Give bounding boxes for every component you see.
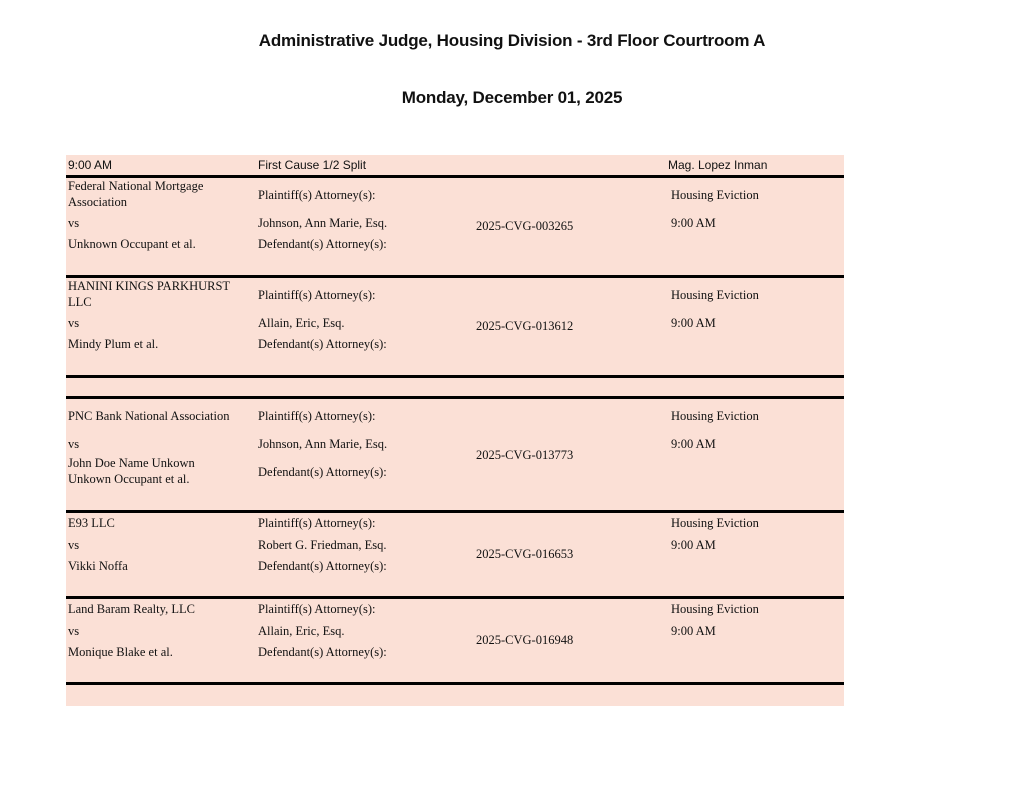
defendant-attorney-label: Defendant(s) Attorney(s):	[258, 237, 387, 251]
case-time: 9:00 AM	[671, 216, 716, 230]
vs-label: vs	[68, 624, 80, 638]
plaintiff-attorney: Robert G. Friedman, Esq.	[258, 538, 387, 552]
vs-label: vs	[68, 216, 80, 230]
case-time: 9:00 AM	[671, 316, 716, 330]
defendant-name: Mindy Plum et al.	[68, 337, 159, 351]
case-time: 9:00 AM	[671, 437, 716, 451]
plaintiff-attorney-label: Plaintiff(s) Attorney(s):	[258, 288, 376, 302]
case-number: 2025-CVG-013773	[476, 448, 574, 462]
defendant-name: Unknown Occupant et al.	[68, 237, 196, 251]
case-number: 2025-CVG-013612	[476, 319, 574, 333]
divider	[66, 375, 844, 378]
docket-magistrate: Mag. Lopez Inman	[668, 158, 768, 172]
plaintiff-name: Federal National Mortgage Association	[68, 179, 204, 209]
docket-header	[66, 155, 844, 175]
plaintiff-name: HANINI KINGS PARKHURST LLC	[68, 279, 230, 309]
defendant-attorney-label: Defendant(s) Attorney(s):	[258, 337, 387, 351]
vs-label: vs	[68, 316, 80, 330]
case-type: Housing Eviction	[671, 288, 759, 302]
case-entry	[66, 399, 844, 510]
case-number: 2025-CVG-016948	[476, 633, 574, 647]
plaintiff-name: Land Baram Realty, LLC	[68, 602, 195, 616]
docket-table	[66, 155, 844, 706]
defendant-name: Monique Blake et al.	[68, 645, 173, 659]
page-title: Administrative Judge, Housing Division - 3rd Floor Courtroom A	[258, 31, 766, 50]
plaintiff-attorney-label: Plaintiff(s) Attorney(s):	[258, 602, 376, 616]
plaintiff-attorney: Allain, Eric, Esq.	[258, 316, 345, 330]
case-type: Housing Eviction	[671, 516, 759, 530]
case-number: 2025-CVG-016653	[476, 547, 574, 561]
docket-cause: First Cause 1/2 Split	[258, 158, 367, 172]
defendant-name: John Doe Name Unkown Unkown Occupant et al.	[68, 456, 195, 486]
docket-time: 9:00 AM	[68, 158, 113, 172]
plaintiff-attorney-label: Plaintiff(s) Attorney(s):	[258, 409, 376, 423]
vs-label: vs	[68, 538, 80, 552]
case-entry	[66, 513, 844, 596]
case-time: 9:00 AM	[671, 538, 716, 552]
divider	[66, 682, 844, 685]
case-type: Housing Eviction	[671, 602, 759, 616]
plaintiff-attorney-label: Plaintiff(s) Attorney(s):	[258, 188, 376, 202]
hearing-date: Monday, December 01, 2025	[401, 88, 623, 107]
defendant-attorney-label: Defendant(s) Attorney(s):	[258, 645, 387, 659]
plaintiff-name: E93 LLC	[68, 516, 115, 530]
plaintiff-attorney: Allain, Eric, Esq.	[258, 624, 345, 638]
vs-label: vs	[68, 437, 80, 451]
plaintiff-attorney: Johnson, Ann Marie, Esq.	[258, 437, 388, 451]
plaintiff-attorney-label: Plaintiff(s) Attorney(s):	[258, 516, 376, 530]
case-entry	[66, 178, 844, 275]
defendant-attorney-label: Defendant(s) Attorney(s):	[258, 559, 387, 573]
case-entry	[66, 278, 844, 375]
plaintiff-name: PNC Bank National Association	[68, 409, 230, 423]
defendant-name: Vikki Noffa	[68, 559, 128, 573]
case-number: 2025-CVG-003265	[476, 219, 574, 233]
case-type: Housing Eviction	[671, 188, 759, 202]
case-time: 9:00 AM	[671, 624, 716, 638]
case-type: Housing Eviction	[671, 409, 759, 423]
plaintiff-attorney: Johnson, Ann Marie, Esq.	[258, 216, 388, 230]
defendant-attorney-label: Defendant(s) Attorney(s):	[258, 465, 387, 479]
case-entry	[66, 599, 844, 682]
